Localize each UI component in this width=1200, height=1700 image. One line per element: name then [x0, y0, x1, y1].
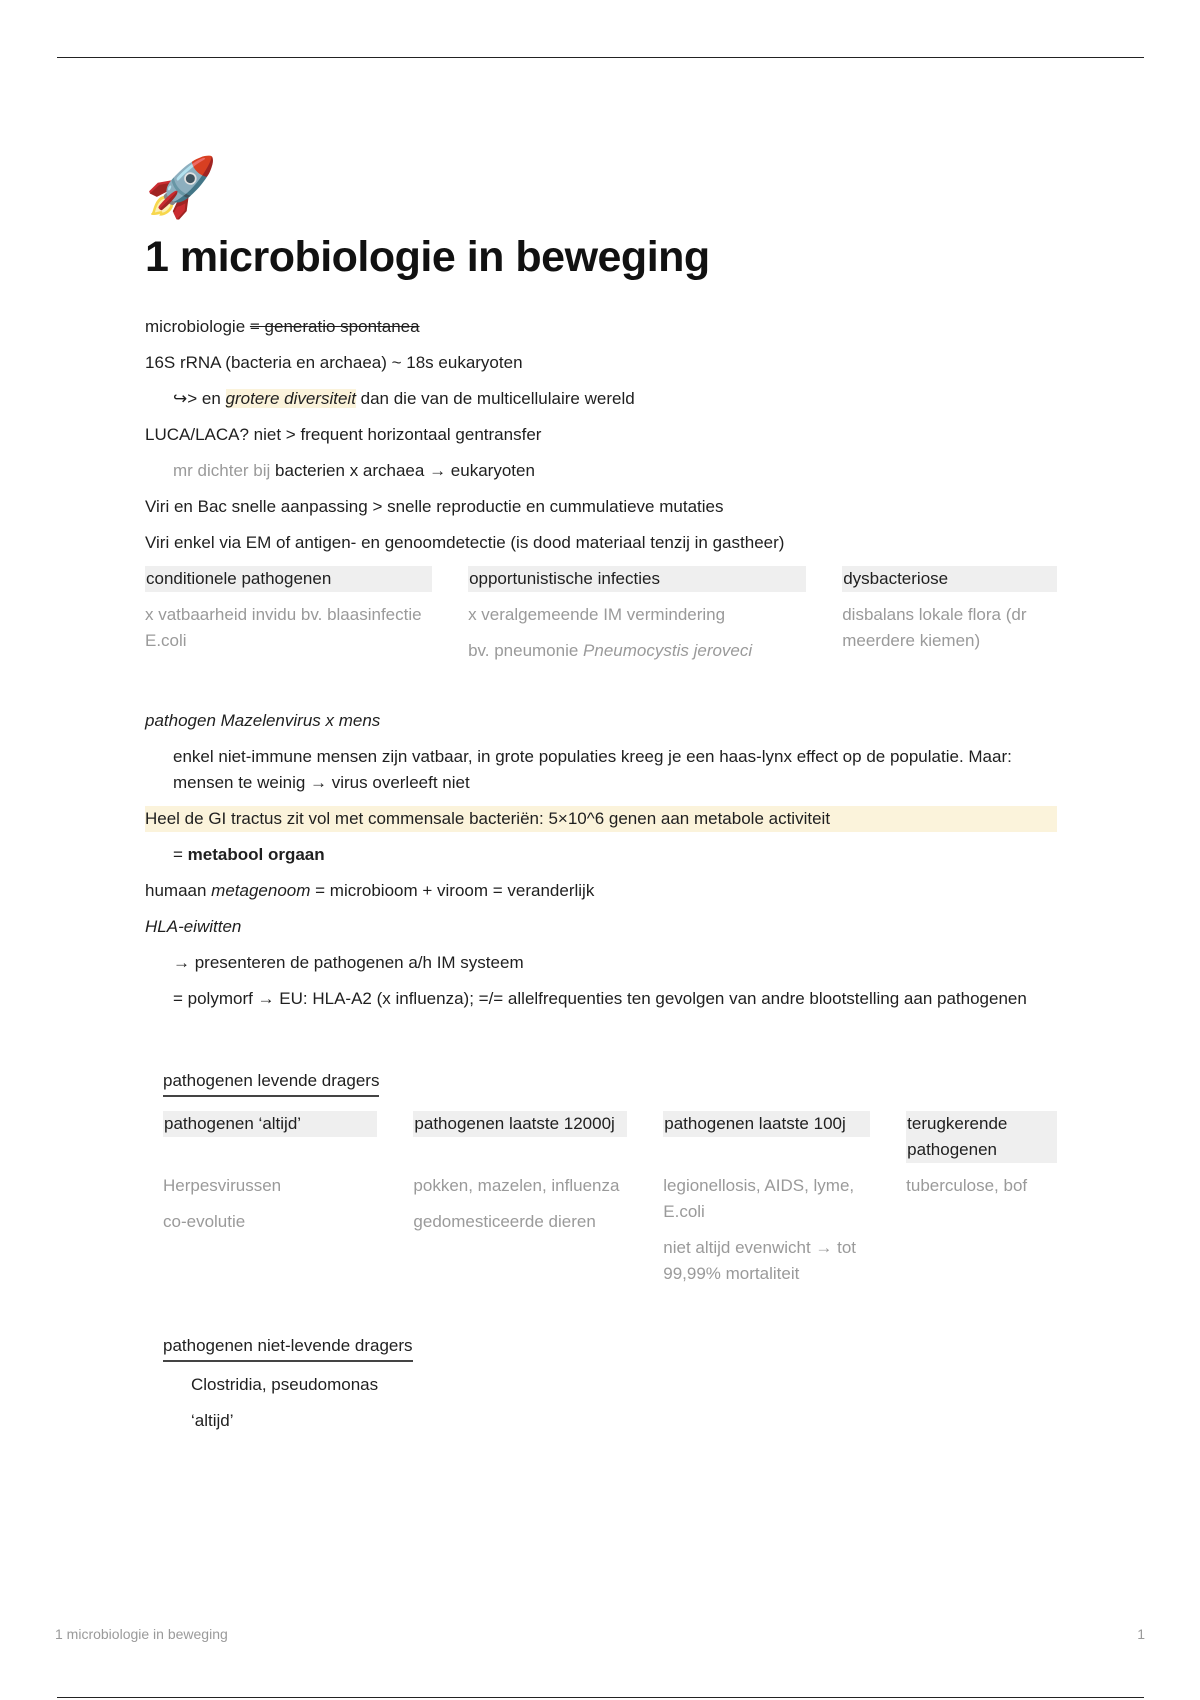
- table-cell: x vatbaarheid invidu bv. blaasinfectie E.coli: [145, 605, 422, 650]
- table-cell: disbalans lokale flora (dr meerdere kiemen): [842, 605, 1027, 650]
- levende-dragers-table: [163, 1111, 1057, 1287]
- page-content: [145, 152, 1057, 1444]
- line-hla: HLA-eiwitten: [145, 917, 242, 936]
- table-header: pathogenen ‘altijd’: [163, 1111, 377, 1137]
- line-microbiologie: microbiologie = generatio spontanea: [145, 317, 420, 336]
- page-title: 1 microbiologie in beweging: [145, 233, 710, 281]
- table-cell: niet altijd evenwicht → tot 99,99% mortaliteit: [663, 1238, 857, 1283]
- highlighted-text: grotere diversiteit: [225, 389, 356, 408]
- table-cell: x veralgemeende IM vermindering: [468, 605, 726, 624]
- callout-gi-tractus: Heel de GI tractus zit vol met commensale bacteriën: 5×10^6 genen aan metabole activiteit: [145, 806, 1057, 832]
- list-item: Clostridia, pseudomonas: [191, 1375, 379, 1394]
- table-header: pathogenen laatste 100j: [663, 1111, 870, 1137]
- line-metagenoom: humaan metagenoom = microbioom + viroom = veranderlijk: [145, 881, 595, 900]
- line-diversiteit: ↪> en grotere diversiteit dan die van de multicellulaire wereld: [173, 389, 635, 408]
- line-mazelen-text: enkel niet-immune mensen zijn vatbaar, in grote populaties kreeg je een haas-lynx effect op de populatie. Maar: mensen te weinig → virus overleeft niet: [173, 747, 1012, 792]
- line-hla-polymorf: = polymorf → EU: HLA-A2 (x influenza); =/= allelfrequenties ten gevolgen van andre blootstelling aan pathogenen: [173, 989, 1027, 1008]
- bottom-rule: [57, 1697, 1144, 1698]
- table-header: terugkerende pathogenen: [906, 1111, 1057, 1163]
- page-footer: [55, 1626, 1145, 1642]
- top-rule: [57, 57, 1144, 58]
- line-hla-presenteren: → presenteren de pathogenen a/h IM systeem: [173, 953, 524, 972]
- table-cell: tuberculose, bof: [906, 1176, 1028, 1195]
- line-dichter-bij: mr dichter bij bacterien x archaea → eukaryoten: [173, 461, 535, 480]
- table-header: opportunistische infecties: [468, 566, 806, 592]
- table-cell: pokken, mazelen, influenza: [413, 1176, 620, 1195]
- list-item: ‘altijd’: [191, 1411, 234, 1430]
- footer-title: 1 microbiologie in beweging: [55, 1626, 228, 1642]
- page-number: 1: [1137, 1626, 1145, 1642]
- table-cell: Herpesvirussen: [163, 1176, 282, 1195]
- table-cell: legionellosis, AIDS, lyme, E.coli: [663, 1176, 855, 1221]
- rocket-icon: 🚀: [145, 153, 218, 221]
- table-cell: co-evolutie: [163, 1212, 246, 1231]
- table-cell: gedomesticeerde dieren: [413, 1212, 596, 1231]
- line-rrna: 16S rRNA (bacteria en archaea) ~ 18s eukaryoten: [145, 353, 523, 372]
- table-header: conditionele pathogenen: [145, 566, 432, 592]
- table-header: pathogenen laatste 12000j: [413, 1111, 627, 1137]
- pathogen-types-table: [145, 566, 1057, 664]
- line-viri-bac: Viri en Bac snelle aanpassing > snelle reproductie en cummulatieve mutaties: [145, 497, 724, 516]
- table-cell: bv. pneumonie Pneumocystis jeroveci: [468, 641, 753, 660]
- line-metabool: = metabool orgaan: [173, 845, 325, 864]
- line-luca: LUCA/LACA? niet > frequent horizontaal gentransfer: [145, 425, 542, 444]
- table-header: dysbacteriose: [842, 566, 1057, 592]
- strikethrough-text: = generatio spontanea: [249, 317, 420, 336]
- line-mazelen-heading: pathogen Mazelenvirus x mens: [145, 711, 381, 730]
- section-title-levende-dragers: pathogenen levende dragers: [163, 1068, 379, 1097]
- line-viri-em: Viri enkel via EM of antigen- en genoomdetectie (is dood materiaal tenzij in gastheer): [145, 533, 785, 552]
- section-title-niet-levende-dragers: pathogenen niet-levende dragers: [163, 1333, 413, 1362]
